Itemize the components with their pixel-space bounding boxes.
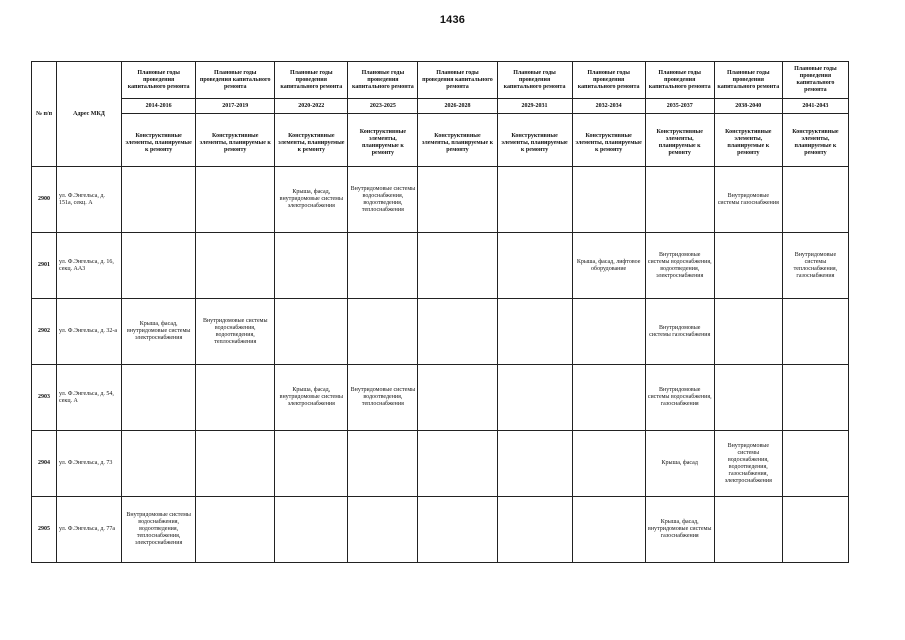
elements-header: Конструктивные элементы, планируемые к ремонту (782, 114, 848, 167)
work-cell (348, 431, 418, 497)
work-cell: Внутридомовые системы водоснабжения, водоотведения, теплоснабжения (348, 167, 418, 233)
work-cell (122, 365, 196, 431)
elements-header: Конструктивные элементы, планируемые к ремонту (122, 114, 196, 167)
work-cell (196, 365, 275, 431)
row-number: 2904 (32, 431, 57, 497)
years-header: 2038-2040 (714, 99, 782, 114)
table-row (32, 233, 849, 299)
table-header (32, 62, 849, 167)
work-cell (348, 497, 418, 563)
work-cell (645, 167, 714, 233)
elements-header: Конструктивные элементы, планируемые к ремонту (275, 114, 348, 167)
table-row (32, 431, 849, 497)
years-header: 2029-2031 (497, 99, 572, 114)
elements-header: Конструктивные элементы, планируемые к ремонту (714, 114, 782, 167)
work-cell (572, 365, 645, 431)
row-number: 2902 (32, 299, 57, 365)
elements-header: Конструктивные элементы, планируемые к ремонту (497, 114, 572, 167)
header-row-periods (32, 62, 849, 99)
work-cell (572, 497, 645, 563)
work-cell: Крыша, фасад, лифтовое оборудование (572, 233, 645, 299)
work-cell (418, 233, 497, 299)
work-cell (782, 365, 848, 431)
work-cell (418, 365, 497, 431)
years-header: 2032-2034 (572, 99, 645, 114)
work-cell (196, 431, 275, 497)
years-header: 2026-2028 (418, 99, 497, 114)
period-header: Плановые годы проведения капитального ремонта (275, 62, 348, 99)
work-cell (122, 431, 196, 497)
elements-header: Конструктивные элементы, планируемые к ремонту (348, 114, 418, 167)
work-cell: Внутридомовые системы водоснабжения, газоснабжения (645, 365, 714, 431)
table-row (32, 365, 849, 431)
table-row (32, 497, 849, 563)
work-cell (497, 431, 572, 497)
work-cell (275, 497, 348, 563)
work-cell (782, 167, 848, 233)
work-cell: Внутридомовые системы теплоснабжения, газоснабжения (782, 233, 848, 299)
period-header: Плановые годы проведения капитального ремонта (645, 62, 714, 99)
work-cell: Внутридомовые системы водоотведения, теплоснабжения (348, 365, 418, 431)
work-cell (418, 167, 497, 233)
period-header: Плановые годы проведения капитального ремонта (714, 62, 782, 99)
elements-header: Конструктивные элементы, планируемые к ремонту (196, 114, 275, 167)
row-number: 2905 (32, 497, 57, 563)
address-cell: ул. Ф.Энгельса, д. 32-а (57, 299, 122, 365)
period-header: Плановые годы проведения капитального ремонта (497, 62, 572, 99)
work-cell (572, 431, 645, 497)
work-cell (348, 299, 418, 365)
header-row-elements (32, 114, 849, 167)
work-cell (714, 497, 782, 563)
years-header: 2014-2016 (122, 99, 196, 114)
years-header: 2017-2019 (196, 99, 275, 114)
work-cell (497, 299, 572, 365)
work-cell (275, 299, 348, 365)
period-header: Плановые годы проведения капитального ремонта (196, 62, 275, 99)
work-cell (275, 233, 348, 299)
work-cell: Внутридомовые системы водоснабжения, водоотведения, газоснабжения, электроснабжения (714, 431, 782, 497)
work-cell (418, 431, 497, 497)
header-row-years (32, 99, 849, 114)
elements-header: Конструктивные элементы, планируемые к ремонту (572, 114, 645, 167)
work-cell (497, 497, 572, 563)
work-cell (572, 167, 645, 233)
page-number: 1436 (439, 14, 466, 26)
address-cell: ул. Ф.Энгельса, д. 73 (57, 431, 122, 497)
period-header: Плановые годы проведения капитального ремонта (572, 62, 645, 99)
num-column-header: № п/п (32, 62, 57, 167)
work-cell (196, 167, 275, 233)
years-header: 2041-2043 (782, 99, 848, 114)
work-cell (714, 365, 782, 431)
work-cell (275, 431, 348, 497)
work-cell (497, 365, 572, 431)
work-cell: Крыша, фасад (645, 431, 714, 497)
work-cell (782, 299, 848, 365)
work-cell (572, 299, 645, 365)
work-cell: Крыша, фасад, внутридомовые системы газоснабжения (645, 497, 714, 563)
table-body (32, 167, 849, 563)
address-cell: ул. Ф.Энгельса, д. 77а (57, 497, 122, 563)
work-cell: Внутридомовые системы водоснабжения, водоотведения, теплоснабжения, электроснабжения (122, 497, 196, 563)
years-header: 2035-2037 (645, 99, 714, 114)
period-header: Плановые годы проведения капитального ремонта (418, 62, 497, 99)
work-cell (782, 431, 848, 497)
work-cell: Внутридомовые системы водоснабжения, водоотведения, электроснабжения (645, 233, 714, 299)
years-header: 2020-2022 (275, 99, 348, 114)
work-cell (122, 233, 196, 299)
work-cell (497, 233, 572, 299)
work-cell: Внутридомовые системы газоснабжения (645, 299, 714, 365)
work-cell: Крыша, фасад, внутридомовые системы электроснабжения (122, 299, 196, 365)
work-cell: Внутридомовые системы водоснабжения, водоотведения, теплоснабжения (196, 299, 275, 365)
elements-header: Конструктивные элементы, планируемые к ремонту (418, 114, 497, 167)
row-number: 2900 (32, 167, 57, 233)
address-column-header: Адрес МКД (57, 62, 122, 167)
period-header: Плановые годы проведения капитального ремонта (122, 62, 196, 99)
period-header: Плановые годы проведения капитального ремонта (348, 62, 418, 99)
period-header: Плановые годы проведения капитального ремонта (782, 62, 848, 99)
work-cell (348, 233, 418, 299)
work-cell (782, 497, 848, 563)
work-cell (714, 299, 782, 365)
table-row (32, 299, 849, 365)
address-cell: ул. Ф.Энгельса, д. 16, секц. АА3 (57, 233, 122, 299)
row-number: 2903 (32, 365, 57, 431)
address-cell: ул. Ф.Энгельса, д. 54, секц. А (57, 365, 122, 431)
work-cell (196, 497, 275, 563)
row-number: 2901 (32, 233, 57, 299)
work-cell (122, 167, 196, 233)
work-cell (497, 167, 572, 233)
work-cell (714, 233, 782, 299)
capital-repair-table (31, 61, 849, 563)
table-row (32, 167, 849, 233)
years-header: 2023-2025 (348, 99, 418, 114)
work-cell (418, 299, 497, 365)
elements-header: Конструктивные элементы, планируемые к ремонту (645, 114, 714, 167)
work-cell: Внутридомовые системы газоснабжения (714, 167, 782, 233)
work-cell: Крыша, фасад, внутридомовые системы электроснабжения (275, 365, 348, 431)
work-cell: Крыша, фасад, внутридомовые системы электроснабжения (275, 167, 348, 233)
work-cell (196, 233, 275, 299)
address-cell: ул. Ф.Энгельса, д. 151а, секц. А (57, 167, 122, 233)
work-cell (418, 497, 497, 563)
